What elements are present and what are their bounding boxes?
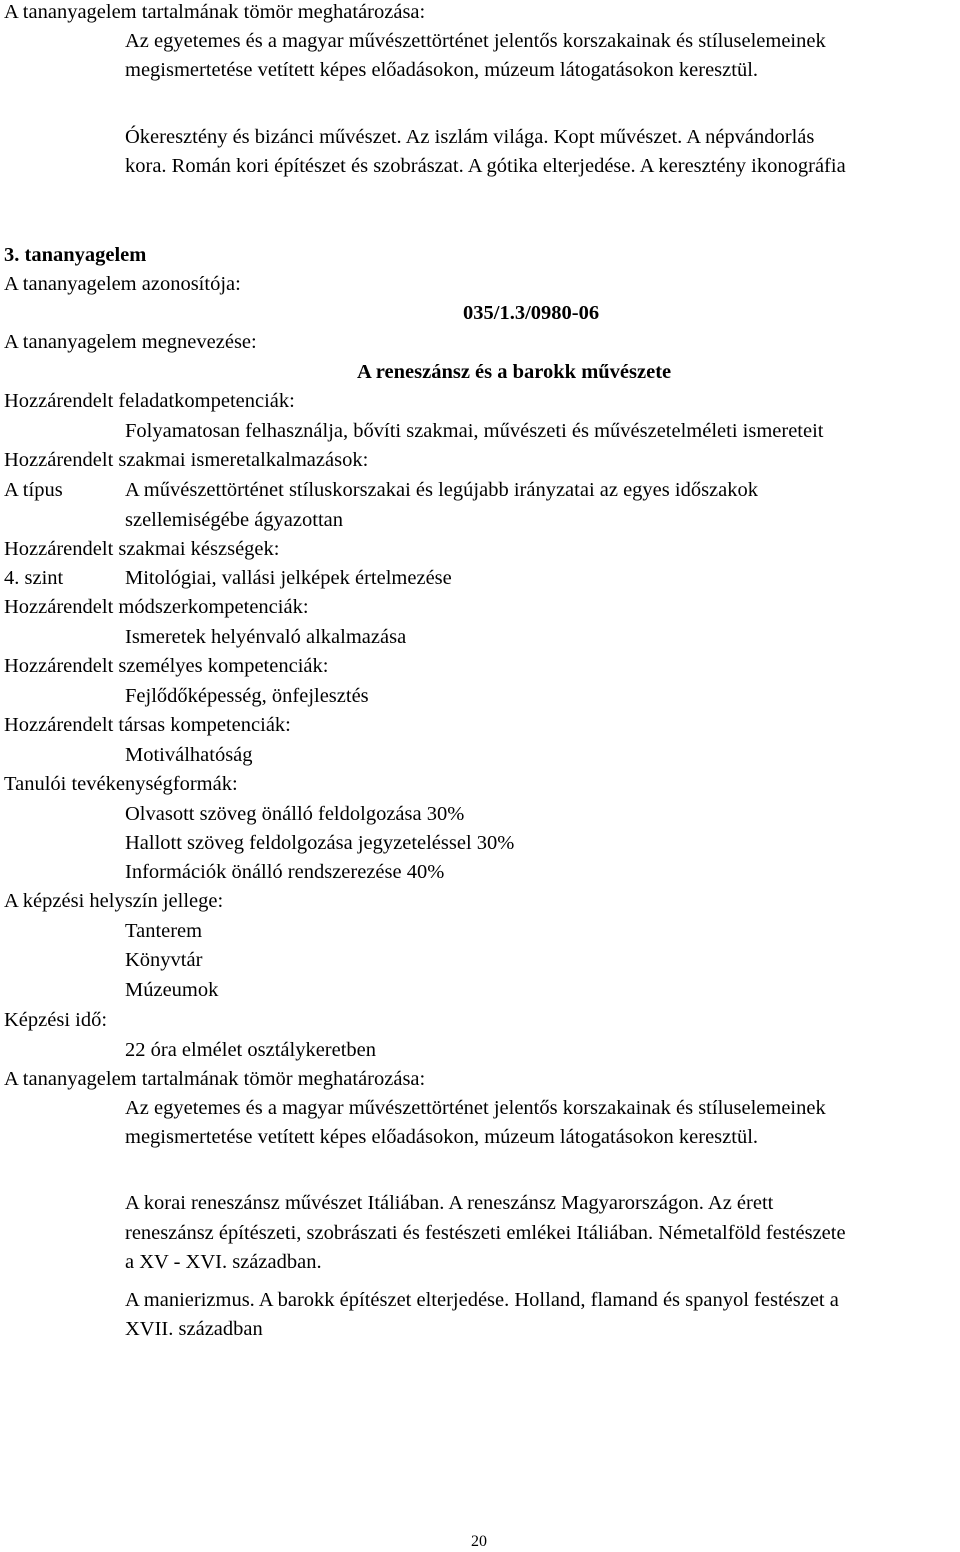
method-competence-value: Ismeretek helyénvaló alkalmazása (125, 626, 407, 648)
topics-line-1-prev: Ókeresztény és bizánci művészet. Az iszlám világa. Kopt művészet. A népvándorlás (125, 126, 815, 148)
content-paragraph-1-line-1: A korai reneszánsz művészet Itáliában. A reneszánsz Magyarországon. Az érett (125, 1192, 774, 1214)
personal-competence-value: Fejlődőképesség, önfejlesztés (125, 685, 369, 707)
training-time-label: Képzési idő: (4, 1009, 108, 1031)
skills-label: Hozzárendelt szakmai készségek: (4, 538, 280, 560)
content-paragraph-2-line-2: XVII. században (125, 1318, 263, 1340)
knowledge-label: Hozzárendelt szakmai ismeretalkalmazások: (4, 449, 369, 471)
activity-label: Tanulói tevékenységformák: (4, 773, 238, 795)
knowledge-value-line-2: szellemiségébe ágyazottan (125, 509, 343, 531)
knowledge-value-line-1: A művészettörténet stíluskorszakai és legújabb irányzatai az egyes időszakok (125, 479, 759, 501)
module-id-value: 035/1.3/0980-06 (463, 302, 600, 324)
location-item: Könyvtár (125, 949, 203, 971)
content-desc-line-2: megismertetése vetített képes előadásokon, múzeum látogatásokon keresztül. (125, 1126, 759, 1148)
content-heading: A tananyagelem tartalmának tömör meghatározása: (4, 1068, 426, 1090)
content-paragraph-2-line-1: A manierizmus. A barokk építészet elterjedése. Holland, flamand és spanyol festészet a (125, 1289, 839, 1311)
module-id-label: A tananyagelem azonosítója: (4, 273, 241, 295)
skills-value: Mitológiai, vallási jelképek értelmezése (125, 567, 452, 589)
module-name-label: A tananyagelem megnevezése: (4, 331, 257, 353)
content-paragraph-1-line-2: reneszánsz építészeti, szobrászati és festészeti emlékei Itáliában. Németalföld festészete (125, 1222, 846, 1244)
content-paragraph-1-line-3: a XV - XVI. században. (125, 1251, 322, 1273)
personal-competence-label: Hozzárendelt személyes kompetenciák: (4, 655, 329, 677)
location-item: Múzeumok (125, 979, 219, 1001)
activity-item: Információk önálló rendszerezése 40% (125, 861, 445, 883)
content-desc-line-1-prev: Az egyetemes és a magyar művészettörténet jelentős korszakainak és stíluselemeinek (125, 30, 826, 52)
task-competence-label: Hozzárendelt feladatkompetenciák: (4, 390, 295, 412)
activity-item: Hallott szöveg feldolgozása jegyzeteléssel 30% (125, 832, 515, 854)
content-desc-line-2-prev: megismertetése vetített képes előadásokon, múzeum látogatásokon keresztül. (125, 59, 759, 81)
location-item: Tanterem (125, 920, 203, 942)
content-desc-line-1: Az egyetemes és a magyar művészettörténet jelentős korszakainak és stíluselemeinek (125, 1097, 826, 1119)
page-number: 20 (471, 1533, 487, 1550)
knowledge-type: A típus (4, 479, 63, 501)
module-title: 3. tananyagelem (4, 244, 147, 266)
activity-item: Olvasott szöveg önálló feldolgozása 30% (125, 803, 465, 825)
topics-line-2-prev: kora. Román kori építészet és szobrászat. A gótika elterjedése. A keresztény ikonográfia (125, 155, 846, 177)
module-name-value: A reneszánsz és a barokk művészete (357, 361, 672, 383)
content-heading-prev: A tananyagelem tartalmának tömör meghatározása: (4, 1, 426, 23)
training-time-value: 22 óra elmélet osztálykeretben (125, 1039, 377, 1061)
social-competence-value: Motiválhatóság (125, 744, 253, 766)
method-competence-label: Hozzárendelt módszerkompetenciák: (4, 596, 309, 618)
task-competence-value: Folyamatosan felhasználja, bővíti szakmai, művészeti és művészetelméleti ismereteit (125, 420, 824, 442)
location-label: A képzési helyszín jellege: (4, 890, 224, 912)
skills-level: 4. szint (4, 567, 64, 589)
social-competence-label: Hozzárendelt társas kompetenciák: (4, 714, 291, 736)
